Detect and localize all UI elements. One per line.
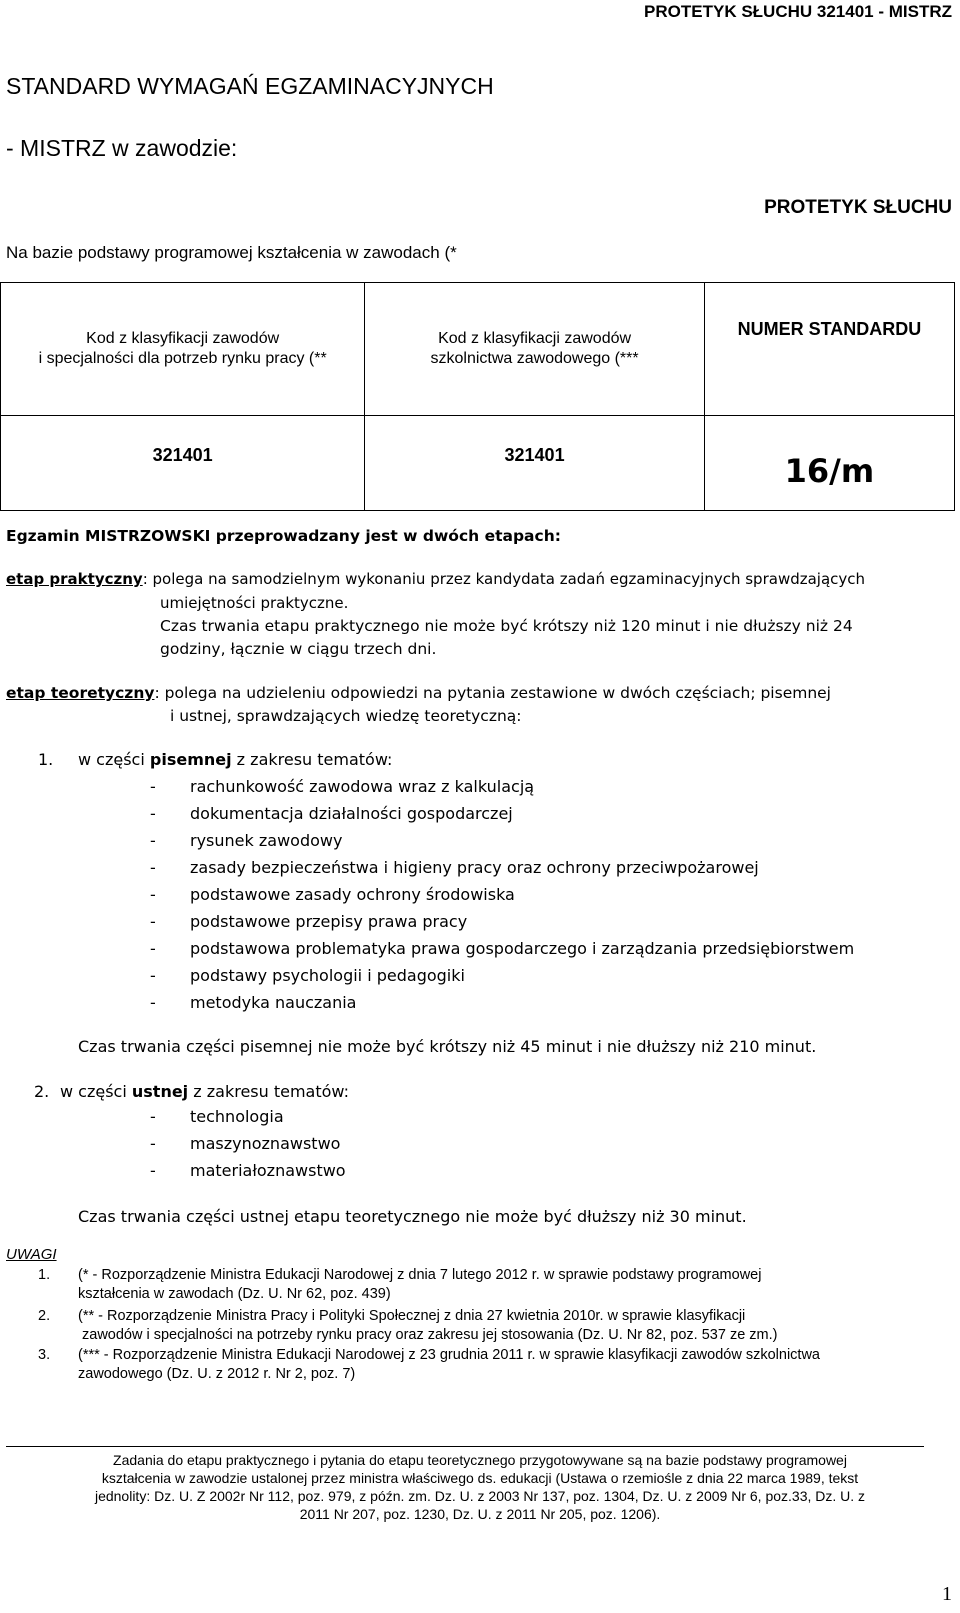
written-topic-bullet: - bbox=[150, 939, 156, 958]
page-number: 1 bbox=[942, 1583, 952, 1605]
heading-text: w części bbox=[78, 750, 150, 769]
written-topic-bullet: - bbox=[150, 777, 156, 796]
oral-topic-item: maszynoznawstwo bbox=[190, 1134, 341, 1153]
written-topic-bullet: - bbox=[150, 858, 156, 877]
header-cell-occupation-code bbox=[1, 283, 365, 416]
note-number: 1. bbox=[38, 1267, 51, 1283]
written-topic-item: dokumentacja działalności gospodarczej bbox=[190, 804, 513, 823]
heading-bold: ustnej bbox=[131, 1082, 189, 1101]
document-title: STANDARD WYMAGAŃ EGZAMINACYJNYCH bbox=[6, 73, 494, 99]
footer-line-2: kształcenia w zawodzie ustalonej przez ministra właściwego ds. edukacji (Ustawa o rzemiośle z dnia 22 marca 1989, tekst bbox=[101, 1470, 859, 1486]
header-text: i specjalności dla potrzeb rynku pracy (** bbox=[38, 350, 327, 367]
practical-stage-text: : polega na samodzielnym wykonaniu przez kandydata zadań egzaminacyjnych sprawdzających bbox=[142, 570, 866, 588]
oral-part-heading bbox=[60, 1082, 349, 1101]
oral-topic-item: technologia bbox=[190, 1107, 284, 1126]
heading-text: z zakresu tematów: bbox=[231, 750, 393, 769]
header-text: szkolnictwa zawodowego (*** bbox=[430, 350, 639, 367]
theory-stage-line2: i ustnej, sprawdzających wiedzę teoretyczną: bbox=[170, 707, 522, 725]
theory-stage-text: : polega na udzieleniu odpowiedzi na pytania zestawione w dwóch częściach; pisemnej bbox=[154, 684, 831, 702]
oral-topic-bullet: - bbox=[150, 1161, 156, 1180]
written-topic-bullet: - bbox=[150, 993, 156, 1012]
header-text: Kod z klasyfikacji zawodów bbox=[86, 330, 280, 347]
exam-intro: Egzamin MISTRZOWSKI przeprowadzany jest w dwóch etapach: bbox=[6, 527, 561, 545]
written-topic-item: podstawy psychologii i pedagogiki bbox=[190, 966, 465, 985]
profession-name: PROTETYK SŁUCHU bbox=[764, 197, 952, 218]
note-text: (** - Rozporządzenie Ministra Pracy i Polityki Społecznej z dnia 27 kwietnia 2010r. w sprawie klasyfikacji bbox=[78, 1308, 746, 1324]
written-topic-item: zasady bezpieczeństwa i higieny pracy oraz ochrony przeciwpożarowej bbox=[190, 858, 759, 877]
written-topic-item: podstawowe przepisy prawa pracy bbox=[190, 912, 468, 931]
written-time: Czas trwania części pisemnej nie może być krótszy niż 45 minut i nie dłuższy niż 210 minut. bbox=[78, 1037, 817, 1056]
practical-time-line2: godziny, łącznie w ciągu trzech dni. bbox=[160, 640, 437, 658]
note-text: kształcenia w zawodach (Dz. U. Nr 62, poz. 439) bbox=[78, 1286, 391, 1302]
written-topic-bullet: - bbox=[150, 804, 156, 823]
practical-stage-line1 bbox=[6, 570, 865, 588]
footer-divider bbox=[6, 1446, 924, 1447]
value-cell-school-code bbox=[365, 416, 705, 511]
written-topic-item: metodyka nauczania bbox=[190, 993, 357, 1012]
written-topic-item: rysunek zawodowy bbox=[190, 831, 343, 850]
oral-time: Czas trwania części ustnej etapu teoretycznego nie może być dłuższy niż 30 minut. bbox=[78, 1207, 747, 1226]
standard-number: 16/m bbox=[784, 452, 875, 490]
note-text: (*** - Rozporządzenie Ministra Edukacji Narodowej z 23 grudnia 2011 r. w sprawie klasyfikacji zawodów szkolnictwa bbox=[78, 1347, 820, 1363]
oral-topic-bullet: - bbox=[150, 1134, 156, 1153]
note-number: 3. bbox=[38, 1347, 51, 1363]
note-text: zawodów i specjalności na potrzeby rynku pracy oraz zakresu jej stosowania (Dz. U. Nr 82, poz. 537 ze zm.) bbox=[82, 1327, 778, 1343]
theory-stage-label: etap teoretyczny bbox=[6, 684, 155, 702]
heading-bold: pisemnej bbox=[149, 750, 232, 769]
value-cell-occupation-code bbox=[1, 416, 365, 511]
written-topic-item: podstawowa problematyka prawa gospodarczego i zarządzania przedsiębiorstwem bbox=[190, 939, 855, 958]
oral-topic-item: materiałoznawstwo bbox=[190, 1161, 346, 1180]
document-subtitle: - MISTRZ w zawodzie: bbox=[6, 135, 238, 161]
footer-line-4: 2011 Nr 207, poz. 1230, Dz. U. z 2011 Nr 205, poz. 1206). bbox=[299, 1506, 661, 1522]
heading-text: z zakresu tematów: bbox=[188, 1082, 350, 1101]
written-topic-item: rachunkowość zawodowa wraz z kalkulacją bbox=[190, 777, 535, 796]
written-part-num: 1. bbox=[38, 750, 54, 769]
cell-value: 321401 bbox=[504, 444, 565, 465]
table-value-row bbox=[1, 416, 955, 511]
oral-topic-bullet: - bbox=[150, 1107, 156, 1126]
note-text: zawodowego (Dz. U. z 2012 r. Nr 2, poz. 7) bbox=[78, 1366, 356, 1382]
practical-time-line1: Czas trwania etapu praktycznego nie może być krótszy niż 120 minut i nie dłuższy niż 24 bbox=[160, 617, 853, 635]
standard-code-table bbox=[0, 282, 955, 511]
cell-value: 321401 bbox=[152, 444, 213, 465]
table-header-row bbox=[1, 283, 955, 416]
written-topic-bullet: - bbox=[150, 885, 156, 904]
header-text: NUMER STANDARDU bbox=[737, 319, 922, 339]
running-header: PROTETYK SŁUCHU 321401 - MISTRZ bbox=[644, 2, 952, 21]
value-cell-standard-number bbox=[704, 416, 954, 511]
written-part-heading bbox=[78, 750, 392, 769]
oral-part-num: 2. bbox=[34, 1082, 50, 1101]
header-text: Kod z klasyfikacji zawodów bbox=[438, 330, 632, 347]
written-topic-bullet: - bbox=[150, 912, 156, 931]
header-cell-school-code bbox=[365, 283, 705, 416]
written-topic-bullet: - bbox=[150, 966, 156, 985]
practical-stage-line2: umiejętności praktyczne. bbox=[160, 594, 349, 612]
note-number: 2. bbox=[38, 1308, 51, 1324]
note-text: (* - Rozporządzenie Ministra Edukacji Narodowej z dnia 7 lutego 2012 r. w sprawie podstawy programowej bbox=[78, 1267, 762, 1283]
written-topic-item: podstawowe zasady ochrony środowiska bbox=[190, 885, 515, 904]
practical-stage-label: etap praktyczny bbox=[6, 570, 143, 588]
theory-stage-line1 bbox=[6, 684, 831, 702]
written-topic-bullet: - bbox=[150, 831, 156, 850]
footer-line-3: jednolity: Dz. U. Z 2002r Nr 112, poz. 979, z późn. zm. Dz. U. z 2003 Nr 137, poz. 1304, Dz. U. z 2009 Nr 6, poz.33, Dz. U. z bbox=[94, 1488, 866, 1504]
heading-text: w części bbox=[60, 1082, 132, 1101]
notes-title: UWAGI bbox=[6, 1246, 57, 1263]
basis-line: Na bazie podstawy programowej kształcenia w zawodach (* bbox=[6, 243, 457, 262]
header-cell-standard-number bbox=[704, 283, 954, 416]
footer-line-1: Zadania do etapu praktycznego i pytania do etapu teoretycznego przygotowywane są na bazie podstawy programowej bbox=[113, 1452, 847, 1468]
